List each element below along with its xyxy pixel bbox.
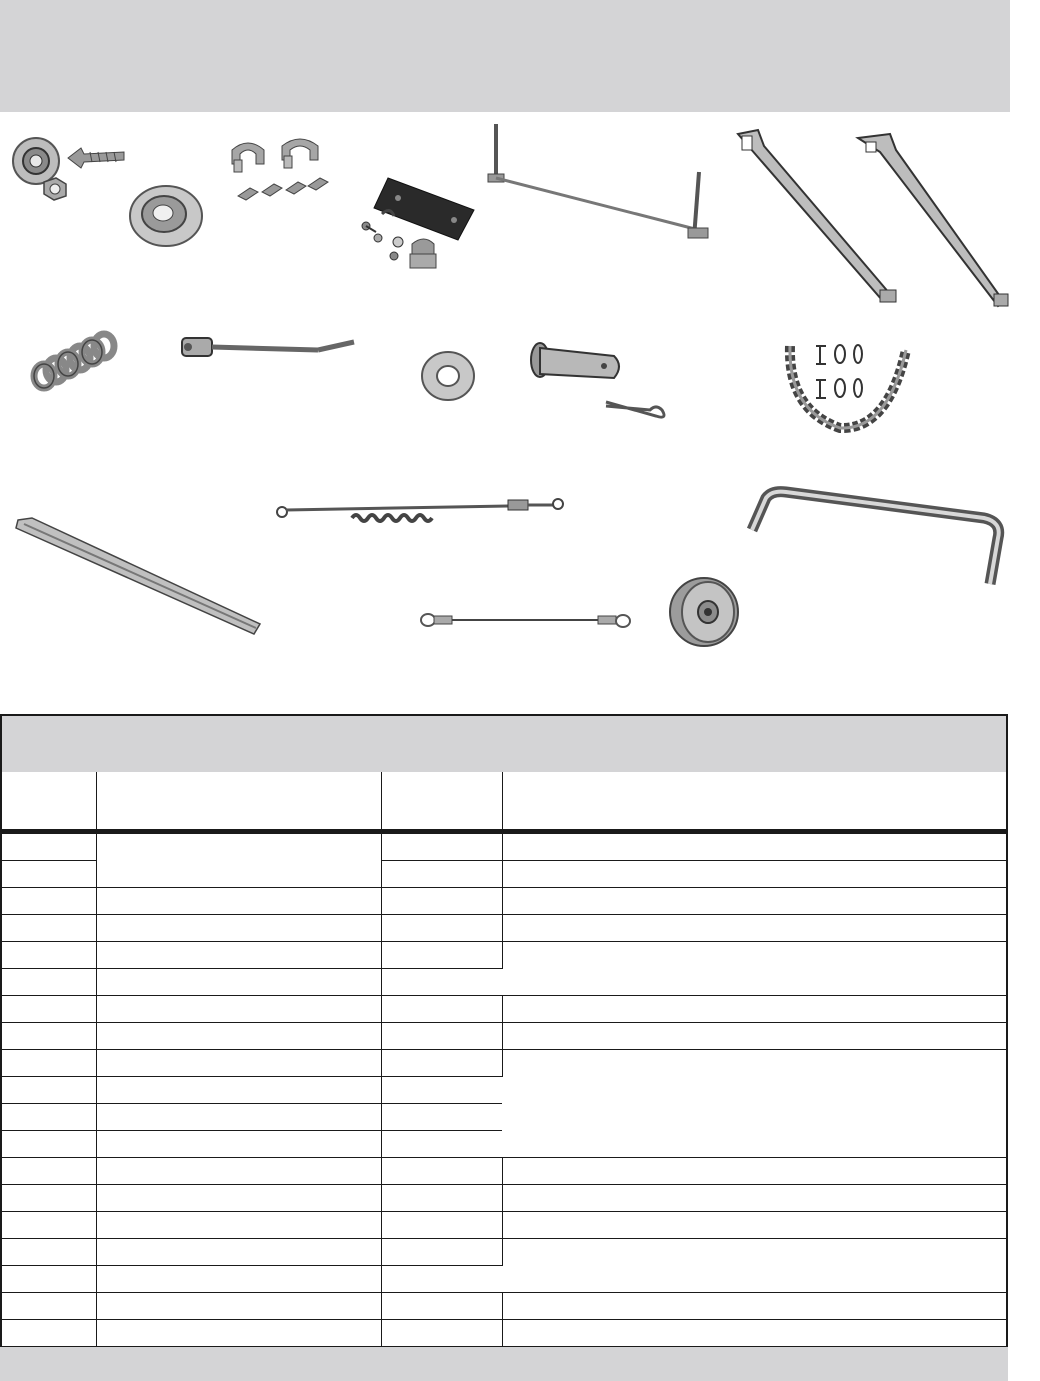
- table-cell: [96, 942, 381, 969]
- table-cell: [381, 888, 502, 915]
- table-cell: [96, 1158, 381, 1185]
- table-cell: [2, 1023, 96, 1050]
- table-cell: [502, 888, 1006, 915]
- table-cell: [381, 1239, 502, 1266]
- table-cell: [96, 1023, 381, 1050]
- column-header: [502, 772, 1006, 832]
- table-row: [2, 1023, 1006, 1050]
- column-header: [96, 772, 381, 832]
- table-cell: [381, 996, 502, 1023]
- table-cell: [381, 1293, 502, 1320]
- spring-rod-assembly-image: [274, 496, 574, 536]
- table-cell: [96, 1239, 381, 1266]
- column-header: [2, 772, 96, 832]
- table-cell: [502, 1239, 1006, 1293]
- table-cell: [96, 915, 381, 942]
- table-row: [2, 1320, 1006, 1347]
- table-cell: [381, 1158, 502, 1185]
- table-cell: [2, 969, 96, 996]
- table-cell: [96, 1266, 381, 1293]
- table-cell: [381, 1077, 502, 1104]
- table-cell: [2, 1131, 96, 1158]
- cotter-pin-image: [604, 396, 674, 426]
- table-cell: [96, 1104, 381, 1131]
- table-cell: [2, 1266, 96, 1293]
- table-cell: [502, 1158, 1006, 1185]
- table-cell: [96, 996, 381, 1023]
- table-cell: [502, 1293, 1006, 1320]
- table-row: [2, 1185, 1006, 1212]
- bearing-kit-image: [6, 134, 216, 264]
- table-cell: [2, 832, 96, 861]
- chain-kit-image: [780, 340, 915, 436]
- table-cell: [381, 969, 502, 996]
- scraper-kit-image: [354, 174, 484, 294]
- rod-assembly-image: [484, 122, 724, 252]
- cable-image: [418, 608, 638, 634]
- table-cell: [502, 1050, 1006, 1158]
- table-row: [2, 1293, 1006, 1320]
- table-cell: [2, 1320, 96, 1347]
- table-cell: [381, 1023, 502, 1050]
- table-cell: [96, 1212, 381, 1239]
- table-cell: [502, 915, 1006, 942]
- table-cell: [2, 1212, 96, 1239]
- table-cell: [2, 1185, 96, 1212]
- handle-image: [746, 488, 1012, 592]
- table-cell: [502, 832, 1006, 861]
- table-cell: [502, 1320, 1006, 1347]
- table-cell: [2, 1077, 96, 1104]
- table-cell: [2, 1104, 96, 1131]
- table-cell: [2, 915, 96, 942]
- table-row: [2, 915, 1006, 942]
- table-cell: [381, 942, 502, 969]
- table-cell: [502, 942, 1006, 996]
- clevis-pin-image: [528, 340, 628, 390]
- table-cell: [96, 832, 381, 888]
- table-cell: [96, 1131, 381, 1158]
- angle-strip-image: [14, 516, 264, 636]
- clevis-rod-image: [178, 334, 368, 364]
- header-band: [0, 0, 1010, 112]
- table-row: [2, 832, 1006, 861]
- column-header: [381, 772, 502, 832]
- table-cell: [96, 1320, 381, 1347]
- table-cell: [96, 1293, 381, 1320]
- spring-image: [26, 324, 126, 394]
- table-row: [2, 888, 1006, 915]
- table-cell: [502, 1023, 1006, 1050]
- table-cell: [96, 1050, 381, 1077]
- pulley-image: [666, 574, 742, 650]
- table-cell: [381, 1104, 502, 1131]
- table-cell: [502, 1185, 1006, 1212]
- table-cell: [2, 1293, 96, 1320]
- table-cell: [381, 1185, 502, 1212]
- table-cell: [381, 861, 502, 888]
- table-cell: [96, 1077, 381, 1104]
- table-cell: [96, 969, 381, 996]
- footer-band: [0, 1347, 1008, 1381]
- parts-table: [2, 772, 1006, 1347]
- table-cell: [502, 1212, 1006, 1239]
- table-cell: [2, 942, 96, 969]
- table-cell: [2, 1158, 96, 1185]
- table-row: [2, 1050, 1006, 1077]
- table-cell: [381, 1266, 502, 1293]
- table-cell: [381, 1131, 502, 1158]
- table-row: [2, 1212, 1006, 1239]
- table-cell: [2, 1239, 96, 1266]
- table-row: [2, 996, 1006, 1023]
- table-cell: [2, 861, 96, 888]
- clip-kit-image: [228, 134, 348, 224]
- bracket-bars-image: [730, 126, 1020, 316]
- parts-photo-area: [0, 112, 1040, 712]
- table-cell: [381, 1050, 502, 1077]
- washer-image: [418, 348, 478, 404]
- table-cell: [502, 861, 1006, 888]
- table-row: [2, 1239, 1006, 1266]
- table-title-band: [2, 716, 1006, 772]
- table-cell: [381, 915, 502, 942]
- table-cell: [2, 996, 96, 1023]
- table-header-row: [2, 772, 1006, 832]
- table-cell: [381, 1212, 502, 1239]
- table-cell: [381, 832, 502, 861]
- table-cell: [96, 1185, 381, 1212]
- table-cell: [2, 888, 96, 915]
- table-row: [2, 942, 1006, 969]
- table-cell: [502, 996, 1006, 1023]
- parts-table-panel: [0, 714, 1008, 1381]
- table-cell: [381, 1320, 502, 1347]
- table-row: [2, 1158, 1006, 1185]
- table-cell: [96, 888, 381, 915]
- table-cell: [2, 1050, 96, 1077]
